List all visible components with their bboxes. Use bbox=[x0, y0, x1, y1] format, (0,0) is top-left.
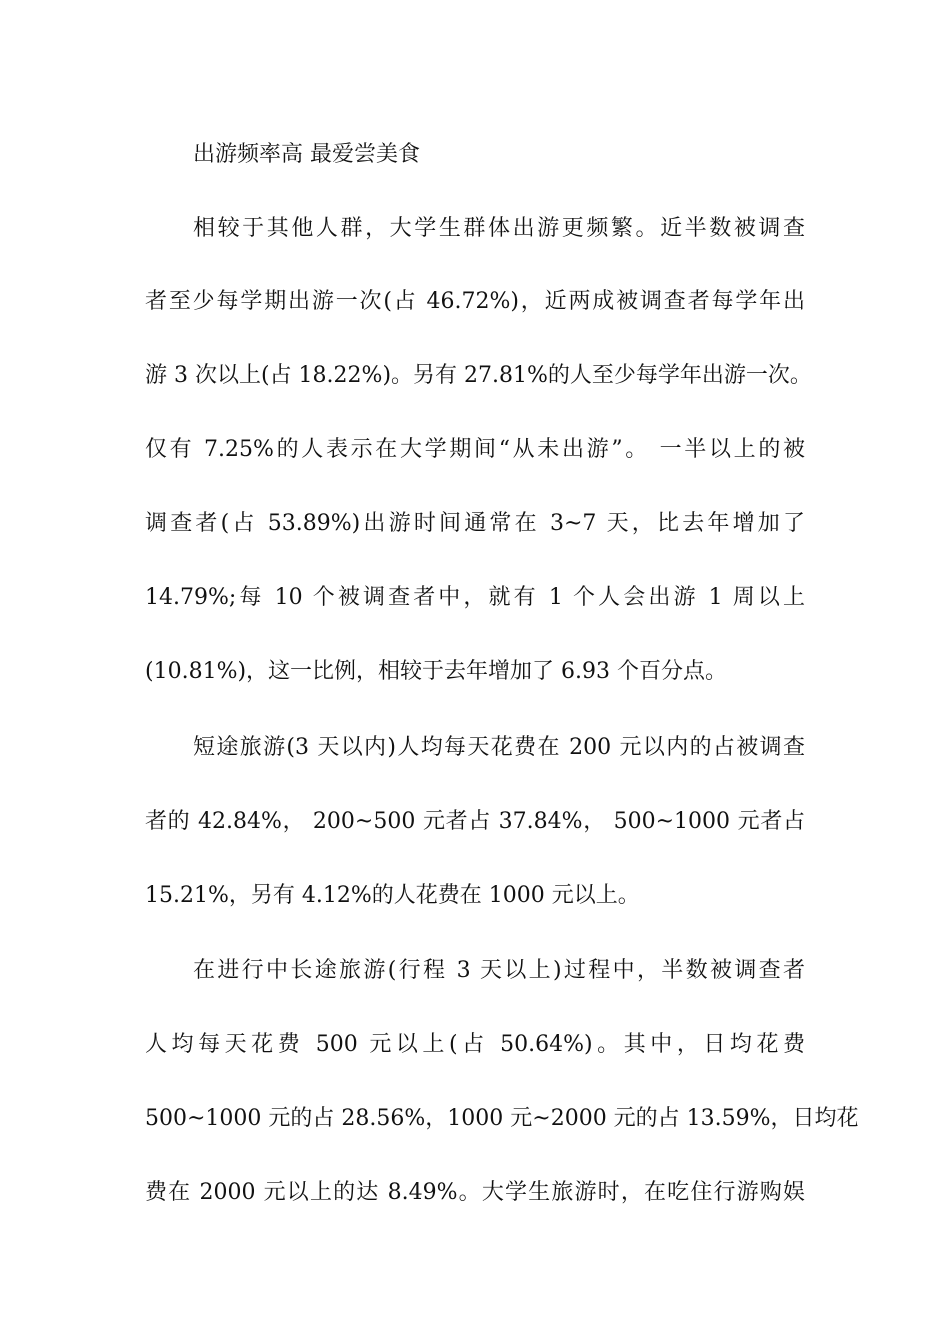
section-heading: 出游频率高 最爱尝美食 bbox=[193, 142, 420, 167]
paragraph-3-line-3: 500~1000 元的占 28.56%，1000 元~2000 元的占 13.59%，日均花 bbox=[145, 1106, 859, 1131]
paragraph-1-line-5: 调查者(占 53.89%)出游时间通常在 3~7 天，比去年增加了 bbox=[145, 511, 805, 536]
paragraph-3-line-2: 人均每天花费 500 元以上(占 50.64%)。其中，日均花费 bbox=[145, 1032, 805, 1057]
paragraph-1-line-3: 游 3 次以上(占 18.22%)。另有 27.81%的人至少每学年出游一次。 bbox=[145, 363, 812, 388]
paragraph-2-line-1: 短途旅游(3 天以内)人均每天花费在 200 元以内的占被调查 bbox=[193, 735, 805, 760]
paragraph-1-line-7: (10.81%)，这一比例，相较于去年增加了 6.93 个百分点。 bbox=[145, 659, 728, 684]
paragraph-3-line-1: 在进行中长途旅游(行程 3 天以上)过程中，半数被调查者 bbox=[193, 958, 805, 983]
paragraph-3-line-4: 费在 2000 元以上的达 8.49%。大学生旅游时，在吃住行游购娱 bbox=[145, 1180, 805, 1205]
paragraph-1-line-4: 仅有 7.25%的人表示在大学期间“从未出游”。 一半以上的被 bbox=[145, 437, 805, 462]
paragraph-1-line-2: 者至少每学期出游一次(占 46.72%)，近两成被调查者每学年出 bbox=[145, 289, 805, 314]
paragraph-1-line-6: 14.79%;每 10 个被调查者中，就有 1 个人会出游 1 周以上 bbox=[145, 585, 805, 610]
paragraph-2-line-3: 15.21%，另有 4.12%的人花费在 1000 元以上。 bbox=[145, 883, 640, 908]
paragraph-1-line-1: 相较于其他人群，大学生群体出游更频繁。近半数被调查 bbox=[193, 216, 805, 241]
paragraph-2-line-2: 者的 42.84%， 200~500 元者占 37.84%， 500~1000 元者占 bbox=[145, 809, 805, 834]
